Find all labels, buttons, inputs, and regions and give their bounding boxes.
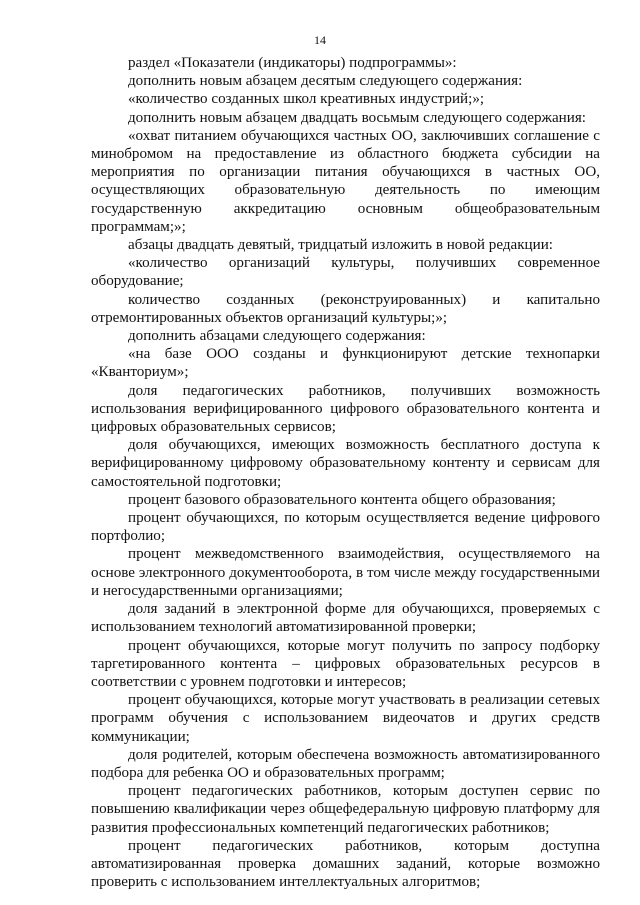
paragraph: процент обучающихся, которые могут участвовать в реализации сетевых программ обучения с использованием видеочатов и других средств коммуникации; — [91, 692, 600, 745]
paragraph: «количество организаций культуры, получивших современное оборудование; — [91, 255, 600, 290]
paragraph: процент педагогических работников, которым доступна автоматизированная проверка домашних заданий, которые возможно проверить с использованием интеллектуальных алгоритмов; — [91, 837, 600, 891]
paragraph: «количество созданных школ креативных индустрий;»; — [128, 91, 485, 108]
paragraph: «охват питанием обучающихся частных ОО, заключивших соглашение с минобромом на предоставление из областного бюджета субсидии на мероприятия по организации питания обучающихся в частных ОО, осуществляющих образовательную деятельность по имеющим государственную аккредитацию основным общеобразовательным программам;»; — [91, 127, 600, 235]
paragraph: дополнить новым абзацем десятым следующего содержания: — [128, 73, 523, 90]
paragraph: доля заданий в электронной форме для обучающихся, проверяемых с использованием технологий автоматизированной проверки; — [91, 601, 600, 636]
paragraph: процент межведомственного взаимодействия, осуществляемого на основе электронного документооборота, в том числе между государственными и негосударственными организациями; — [91, 546, 600, 599]
paragraph: количество созданных (реконструированных) и капитально отремонтированных объектов организаций культуры;»; — [91, 291, 600, 326]
paragraph: процент обучающихся, по которым осуществляется ведение цифрового портфолио; — [91, 510, 600, 545]
paragraph: процент обучающихся, которые могут получить по запросу подборку таргетированного контента – цифровых образовательных ресурсов в соответствии с уровнем подготовки и интересов; — [91, 637, 600, 690]
page-number: 14 — [314, 33, 326, 47]
paragraph: доля родителей, которым обеспечена возможность автоматизированного подбора для ребенка ОО и образовательных программ; — [91, 746, 600, 781]
paragraph: дополнить новым абзацем двадцать восьмым следующего содержания: — [128, 109, 586, 126]
paragraph: раздел «Показатели (индикаторы) подпрограммы»: — [128, 55, 457, 71]
paragraph: «на базе ООО созданы и функционируют детские технопарки «Кванториум»; — [91, 346, 600, 381]
paragraph: дополнить абзацами следующего содержания: — [128, 328, 426, 345]
paragraph: процент педагогических работников, которым доступен сервис по повышению квалификации через общефедеральную цифровую платформу для развития профессиональных компетенций педагогических работников; — [91, 783, 600, 836]
paragraph: процент базового образовательного контента общего образования; — [128, 491, 556, 508]
paragraph: доля педагогических работников, получивших возможность использования верифицированного цифрового образовательного контента и цифровых образовательных сервисов; — [91, 382, 600, 436]
paragraph: доля обучающихся, имеющих возможность бесплатного доступа к верифицированному цифровому образовательному контенту и сервисам для самостоятельной подготовки; — [91, 437, 600, 490]
document-body — [91, 54, 600, 891]
paragraph: абзацы двадцать девятый, тридцатый изложить в новой редакции: — [128, 237, 553, 254]
